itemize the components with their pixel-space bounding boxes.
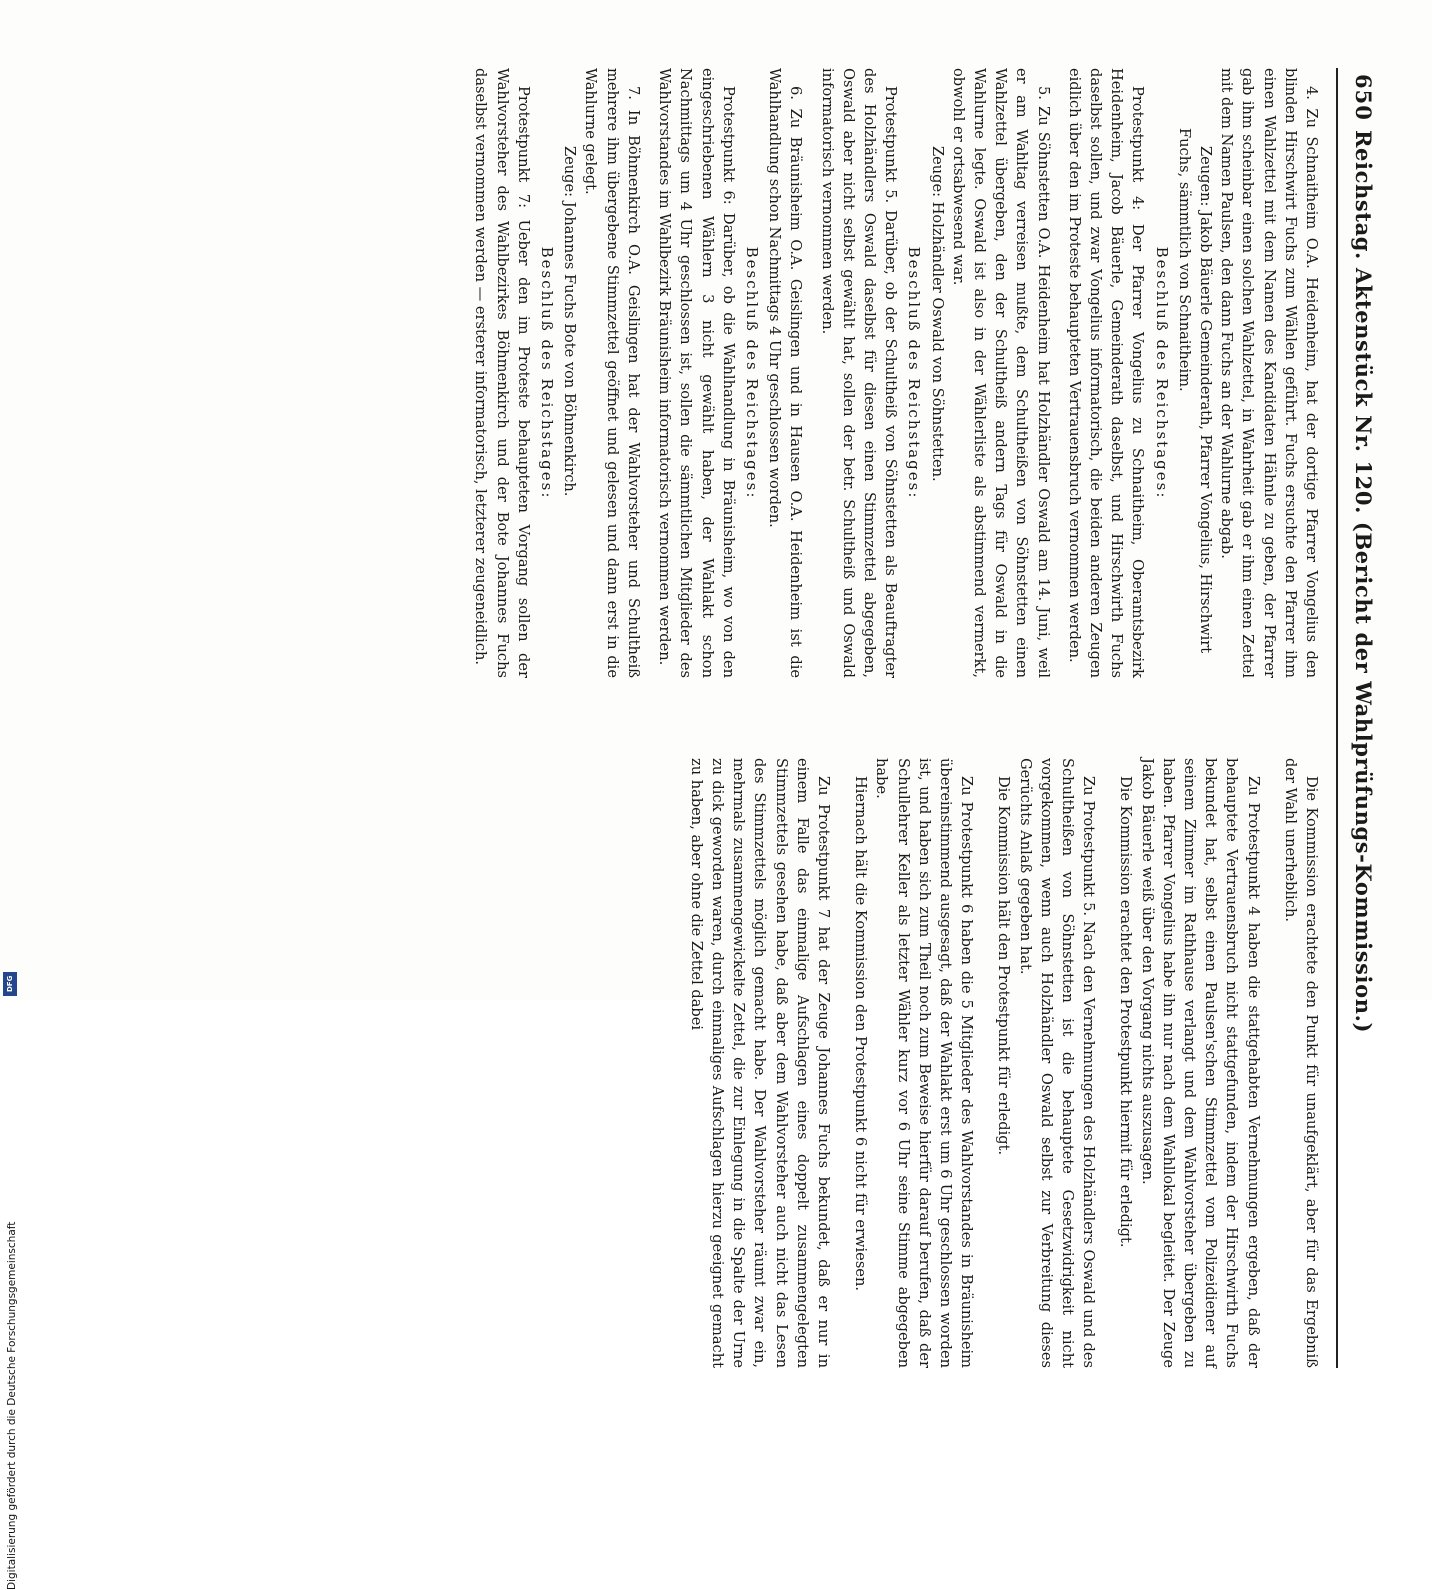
header-title: Reichstag. Aktenstück Nr. 120. (Bericht der Wahlprüfungs-Kommission.) xyxy=(1351,130,1376,1034)
protest-point-7-text: 7. In Böhmenkirch O.A. Geislingen hat der Wahlvorsteher und Schultheiß mehrere ihm übergebene Stimmzettel geöffnet und gelesen und dann erst in die Wahlurne gelegt. xyxy=(582,68,642,678)
right-column xyxy=(686,758,1322,1368)
commission-report-6: Zu Protestpunkt 6 haben die 5 Mitglieder des Wahlvorstandes in Bräunisheim übereinstimmend ausgesagt, daß der Wahlakt erst um 6 Uhr geschlossen worden ist, und haben sich zum Theil noch zum Beweise hierfür darauf berufen, daß der Schullehrer Keller als letzter Wähler kurz vor 6 Uhr seine Stimme abgegeben habe. xyxy=(873,758,976,1368)
left-column xyxy=(470,68,1322,678)
commission-finding-4: Die Kommission erachtet den Protestpunkt hiermit für erledigt. xyxy=(1117,776,1135,1248)
witnesses-4: Zeugen: Jakob Bäuerle Gemeinderath, Pfarrer Vongelius, Hirschwirt Fuchs, sämmtlich von Schnaitheim. xyxy=(1175,128,1214,654)
commission-report-4: Zu Protestpunkt 4 haben die stattgehabten Vernehmungen ergeben, daß der behauptete Vertrauensbruch nicht stattgefunden, indem der Hirschwirth Fuchs bekundet hat, selbst einen Paulsen'schen Stimmzettel vom Polizeidiener auf seinem Zimmer im Rathhause verlangt und dem Wahlvorsteher übergeben zu haben. Pfarrer Vongelius habe ihn nur nach dem Wahllokal begleitet. Der Zeuge Jakob Bäuerle weiß über den Vorgang nichts auszusagen. xyxy=(1138,758,1262,1368)
digitization-credit: Digitalisierung gefördert durch die Deutsche Forschungsgemeinschaft xyxy=(6,1221,18,1590)
resolution-5-text: Protestpunkt 5. Darüber, ob der Schultheiß von Söhnstetten als Beauftragter des Holzhändlers Oswald daselbst für diesen einen Stimmzettel abgegeben, Oswald aber nicht selbst gewählt hat, sollen der betr. Schultheiß und Oswald informatorisch vernommen werden. xyxy=(818,68,900,678)
page-header xyxy=(1346,68,1376,1368)
commission-report-7: Zu Protestpunkt 7 hat der Zeuge Johannes Fuchs bekundet, daß er nur in einem Falle das einmalige Aufschlagen eines doppelt zusammengelegten Stimmzettels gesehen habe, daß aber dem Wahlvorsteher auch nicht das Lesen des Stimmzettels möglich gemacht habe. Der Wahlvorsteher räumt zwar ein, mehrmals zusammengewickelte Zettel, die zur Einlegung in die Spalte der Urne zu dick geworden waren, durch einmaliges Aufschlagen hierzu geeignet gemacht zu haben, aber ohne die Zettel dabei xyxy=(687,758,832,1368)
resolution-heading-7: Beschluß des Reichstages: xyxy=(538,246,557,500)
resolution-6-text: Protestpunkt 6: Darüber, ob die Wahlhandlung in Bräunisheim, wo von den eingeschriebenen Wählern 3 nicht gewählt haben, der Wahlakt schon Nachmittags um 4 Uhr geschlossen ist, sollen die sämmtlichen Mitglieder des Wahlvorstandes im Wahlbezirk Bräunisheim informatorisch vernommen werden. xyxy=(656,68,737,678)
protest-point-5-text: 5. Zu Söhnstetten O.A. Heidenheim hat Holzhändler Oswald am 14. Juni, weil er am Wahltag verreisen mußte, dem Schultheißen von Söhnstetten einen Wahlzettel übergeben, den der Schultheiß andern Tags für Oswald in die Wahlurne legte. Oswald ist also in der Wählerliste als abstimmend vermerkt, obwohl er ortsabwesend war. xyxy=(949,68,1052,678)
page-number: 650 xyxy=(1351,74,1376,121)
rotated-document-page xyxy=(76,68,1376,1368)
digitization-credit-strip xyxy=(0,600,20,1590)
commission-report-5: Zu Protestpunkt 5. Nach den Vernehmungen des Holzhändlers Oswald und des Schultheißen von Söhnstetten ist die behauptete Gesetzwidrigkeit nicht vorgekommen, wenn auch Holzhändler Oswald selbst zur Verbreitung dieses Gerüchts Anlaß gegeben hat. xyxy=(1016,758,1098,1368)
header-rule xyxy=(1336,68,1338,1368)
dfg-logo: DFG xyxy=(3,972,17,996)
commission-finding-3: Die Kommission erachtete den Punkt für unaufgeklärt, aber für das Ergebniß der Wahl unerheblich. xyxy=(1281,758,1320,1368)
protest-point-4-text: 4. Zu Schnaitheim O.A. Heidenheim, hat der dortige Pfarrer Vongelius den blinden Hirschwirt Fuchs zum Wählen geführt. Fuchs ersuchte den Pfarrer ihm einen Wahlzettel mit dem Namen des Kandidaten Hähnle zu geben, der Pfarrer gab ihm scheinbar einen solchen Wahlzettel, in Wahrheit gab er ihm einen Zettel mit dem Namen Paulsen, den dann Fuchs an der Wahlurne abgab. xyxy=(1218,68,1320,678)
protest-point-6-text: 6. Zu Bräunisheim O.A. Geislingen und in Hausen O.A. Heidenheim ist die Wahlhandlung schon Nachmittags 4 Uhr geschlossen worden. xyxy=(766,68,805,678)
resolution-heading-4: Beschluß des Reichstages: xyxy=(1152,246,1171,500)
commission-finding-6: Hiernach hält die Kommission den Protestpunkt 6 nicht für erwiesen. xyxy=(852,776,870,1291)
resolution-4-text: Protestpunkt 4: Der Pfarrer Vongelius zu Schnaitheim, Oberamtsbezirk Heidenheim, Jacob Bäuerle, Gemeinderath daselbst, und Hirschwirth Fuchs daselbst sollen, und zwar Vongelius informatorisch, die beiden anderen Zeugen eidlich über den im Proteste behaupteten Vertrauensbruch vernommen werden. xyxy=(1065,68,1147,678)
commission-finding-5: Die Kommission hält den Protestpunkt für erledigt. xyxy=(995,776,1013,1156)
witness-5: Zeuge: Holzhändler Oswald von Söhnstetten. xyxy=(928,146,946,482)
resolution-7-text: Protestpunkt 7: Ueber den im Proteste behaupteten Vorgang sollen der Wahlvorsteher des Wahlbezirkes Böhmenkirch und der Bote Johannes Fuchs daselbst vernommen werden — ersterer informatorisch, letzterer zeugeneidlich. xyxy=(472,68,532,678)
witness-7: Zeuge: Johannes Fuchs Bote von Böhmenkirch. xyxy=(561,146,579,497)
resolution-heading-5: Beschluß des Reichstages: xyxy=(905,246,924,500)
resolution-heading-6: Beschluß des Reichstages: xyxy=(742,246,761,500)
